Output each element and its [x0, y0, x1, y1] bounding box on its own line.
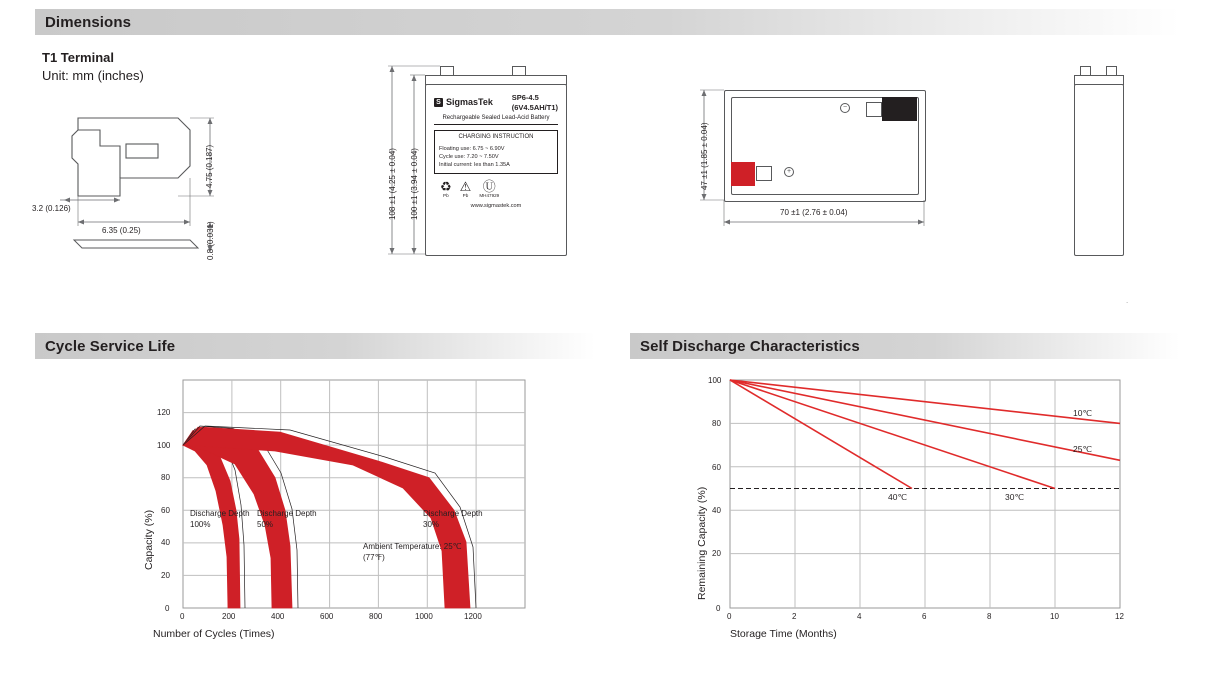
recycle-caption: Pb — [443, 192, 449, 198]
charging-line-float: Floating use: 6.75 ~ 6.90V — [439, 145, 505, 152]
charging-line-cycle: Cycle use: 7.20 ~ 7.50V — [439, 153, 499, 160]
cycle-xtick-400: 400 — [271, 612, 285, 621]
cycle-ytick-20: 20 — [161, 571, 170, 580]
cycle-ytick-120: 120 — [157, 408, 171, 417]
cycle-xtick-200: 200 — [222, 612, 236, 621]
terminal-svg — [60, 100, 310, 290]
cycle-ytick-100: 100 — [157, 441, 171, 450]
ul-glyph: Ⓤ — [482, 178, 496, 194]
brand-name: SigmasTek — [446, 97, 493, 108]
section-title-self-discharge: Self Discharge Characteristics — [640, 337, 860, 355]
ul-caption: MH47929 — [479, 192, 500, 198]
selfdis-label-10c: 10℃ — [1073, 408, 1093, 418]
cycle-annotation-dod100: Discharge Depth 100% — [190, 509, 250, 529]
selfdis-ytick-80: 80 — [712, 419, 721, 428]
dim-terminal-offset: 3.2 (0.126) — [32, 204, 71, 213]
selfdis-ytick-0: 0 — [716, 604, 721, 613]
selfdis-ytick-100: 100 — [708, 376, 722, 385]
cycle-ytick-0: 0 — [165, 604, 170, 613]
section-header-dimensions — [35, 9, 1180, 35]
top-dim-svg — [690, 80, 940, 250]
dim-front-case-height: 100 ±1 (3.94 ± 0.04) — [410, 148, 419, 220]
dim-terminal-width: 6.35 (0.25) — [102, 226, 141, 235]
dim-front-total-height: 108 ±1 (4.25 ± 0.04) — [388, 148, 397, 220]
section-header-cycle-service-life — [35, 333, 595, 359]
side-case — [1074, 84, 1124, 256]
selfdis-xtick-6: 6 — [922, 612, 927, 621]
selfdis-label-30c: 30℃ — [1005, 492, 1025, 502]
front-view-drawing — [380, 60, 620, 290]
selfdis-ytick-20: 20 — [712, 549, 721, 558]
cycle-xtick-0: 0 — [180, 612, 185, 621]
cycle-annotation-dod30: Discharge Depth 30% — [423, 509, 483, 529]
negative-polarity-icon: − — [840, 103, 850, 113]
positive-polarity-icon: + — [784, 167, 794, 177]
cycle-ylabel: Capacity (%) — [143, 509, 155, 570]
selfdis-xtick-10: 10 — [1050, 612, 1059, 621]
cycle-xlabel: Number of Cycles (Times) — [153, 628, 275, 640]
dim-terminal-thickness: 0.8 (0.031) — [206, 221, 215, 260]
charging-instruction-title: CHARGING INSTRUCTION — [458, 134, 534, 140]
t1-terminal-title: T1 Terminal — [42, 50, 115, 65]
cycle-annotation-dod50: Discharge Depth 50% — [257, 509, 317, 529]
dim-top-depth: 47 ±1 (1.85 ± 0.04) — [700, 122, 709, 190]
charging-line-current: Initial current: les than 1.35A — [439, 161, 510, 168]
chart-self-discharge — [630, 365, 1190, 655]
dim-terminal-height: 4.75 (0.187) — [205, 144, 214, 188]
selfdis-label-40c: 40℃ — [888, 492, 908, 502]
selfdis-xtick-0: 0 — [727, 612, 732, 621]
cycle-ytick-60: 60 — [161, 506, 170, 515]
selfdis-xtick-8: 8 — [987, 612, 992, 621]
label-description: Rechargeable Sealed Lead-Acid Battery — [434, 115, 558, 126]
cycle-annotation-ambient: Ambient Temperature: 25℃ (77℉) — [363, 542, 462, 562]
warning-caption: Pb — [462, 192, 469, 198]
model-number: SP6-4.5 — [511, 93, 539, 102]
selfdis-xtick-4: 4 — [857, 612, 862, 621]
model-spec: (6V4.5AH/T1) — [511, 102, 558, 112]
cycle-xtick-600: 600 — [320, 612, 334, 621]
selfdis-ytick-60: 60 — [712, 463, 721, 472]
recycle-glyph: ♻ — [440, 178, 452, 194]
cycle-ytick-40: 40 — [161, 538, 170, 547]
section-title-dimensions: Dimensions — [45, 13, 132, 31]
cycle-xtick-1000: 1000 — [415, 612, 433, 621]
terminal-drawing — [32, 100, 310, 290]
selfdis-ytick-40: 40 — [712, 506, 721, 515]
side-view-dot: . — [1126, 296, 1129, 305]
warning-glyph: ⚠ — [459, 178, 472, 194]
side-view-drawing — [1060, 60, 1150, 305]
cycle-xtick-1200: 1200 — [464, 612, 482, 621]
selfdis-xlabel: Storage Time (Months) — [730, 628, 837, 640]
dim-top-width: 70 ±1 (2.76 ± 0.04) — [780, 208, 848, 217]
section-title-cycle-service-life: Cycle Service Life — [45, 337, 176, 355]
top-view-drawing — [690, 80, 940, 250]
cycle-ytick-80: 80 — [161, 473, 170, 482]
chart-cycle-service-life — [35, 365, 595, 655]
selfdis-ylabel: Remaining Capacity (%) — [696, 486, 708, 600]
unit-label: Unit: mm (inches) — [42, 68, 144, 83]
cycle-xtick-800: 800 — [369, 612, 383, 621]
selfdis-label-25c: 25℃ — [1073, 444, 1093, 454]
section-header-self-discharge — [630, 333, 1180, 359]
selfdis-xtick-12: 12 — [1115, 612, 1124, 621]
brand-mark-icon: S — [434, 98, 443, 107]
selfdis-xtick-2: 2 — [792, 612, 797, 621]
label-website: www.sigmastek.com — [470, 202, 522, 209]
